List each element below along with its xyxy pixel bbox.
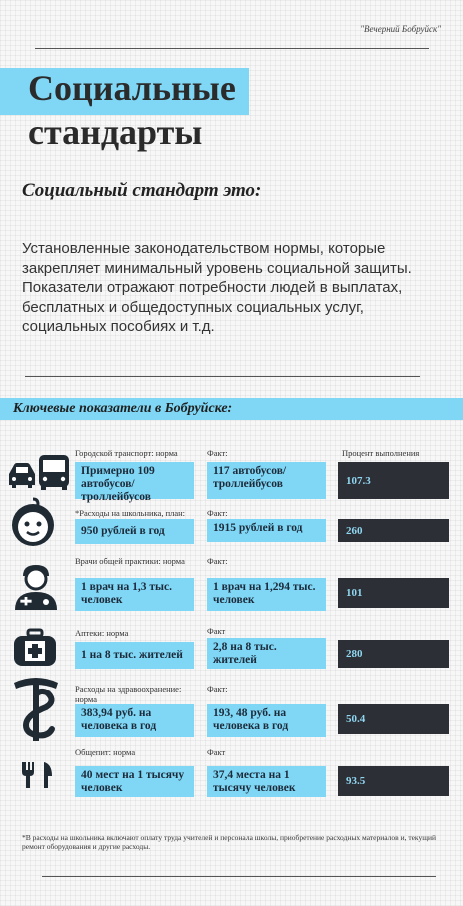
norm-label: Городской транспорт: норма [75, 448, 178, 458]
key-indicators-title: Ключевые показатели в Бобруйске: [13, 401, 233, 416]
norm-label: Врачи общей практики: норма [75, 556, 185, 566]
norm-label: Аптеки: норма [75, 628, 129, 638]
norm-label: *Расходы на школьника, план: [75, 508, 186, 518]
page-title [28, 66, 236, 154]
first-aid-kit-icon [12, 628, 58, 668]
fact-value: 1915 рублей в год [207, 519, 326, 542]
doctor-icon [13, 562, 59, 612]
child-face-icon [8, 497, 58, 549]
percent-value: 93.5 [338, 766, 449, 796]
fact-label: Факт [207, 747, 226, 757]
fact-label: Факт: [207, 556, 228, 566]
fact-value: 1 врач на 1,294 тыс. человек [207, 578, 326, 611]
fact-label: Факт: [207, 448, 228, 458]
norm-value: 40 мест на 1 тысячу человек [75, 766, 194, 797]
fact-label: Факт: [207, 508, 228, 518]
fork-knife-icon [20, 760, 54, 790]
norm-value: 950 рублей в год [75, 519, 194, 544]
percent-value: 50.4 [338, 704, 449, 734]
fact-label: Факт [207, 626, 226, 636]
percent-value: 260 [338, 519, 449, 542]
norm-value: Примерно 109 автобусов/ троллейбусов [75, 462, 194, 499]
caduceus-icon [8, 675, 64, 745]
fact-value: 117 автобусов/ троллейбусов [207, 462, 326, 499]
norm-value: 1 на 8 тыс. жителей [75, 642, 194, 669]
percent-column-header: Процент выполнения [342, 448, 420, 458]
top-divider [35, 48, 429, 49]
source-credit: "Вечерний Бобруйск" [360, 24, 441, 34]
fact-label: Факт: [207, 684, 228, 694]
footnote: *В расходы на школьника включают оплату труда учителей и персонала школы, приобретение расходных материалов и, текущий ремонт оборудования и другие расходы. [22, 833, 437, 851]
fact-value: 37,4 места на 1 тысячу человек [207, 766, 326, 797]
mid-divider [25, 376, 420, 377]
title-line-1: Социальные [28, 68, 236, 108]
fact-value: 193, 48 руб. на человека в год [207, 704, 326, 737]
norm-label: Общепит: норма [75, 747, 136, 757]
norm-value: 383,94 руб. на человека в год [75, 704, 194, 737]
norm-value: 1 врач на 1,3 тыс. человек [75, 578, 194, 611]
subtitle: Социальный стандарт это: [22, 180, 262, 201]
fact-value: 2,8 на 8 тыс. жителей [207, 638, 326, 669]
norm-label: Расходы на здравоохранение: норма [75, 684, 182, 704]
transport-icon [6, 452, 70, 492]
title-line-2: стандарты [28, 112, 203, 152]
description: Установленные законодательством нормы, которые закрепляет минимальный уровень социальной защиты. Показатели отражают потребности людей в выплатах, бесплатных и общедоступных социальных услуг, социальных пособиях и т.д. [22, 240, 412, 335]
percent-value: 107.3 [338, 462, 449, 499]
percent-value: 101 [338, 578, 449, 608]
percent-value: 280 [338, 640, 449, 668]
bottom-divider [42, 876, 436, 877]
